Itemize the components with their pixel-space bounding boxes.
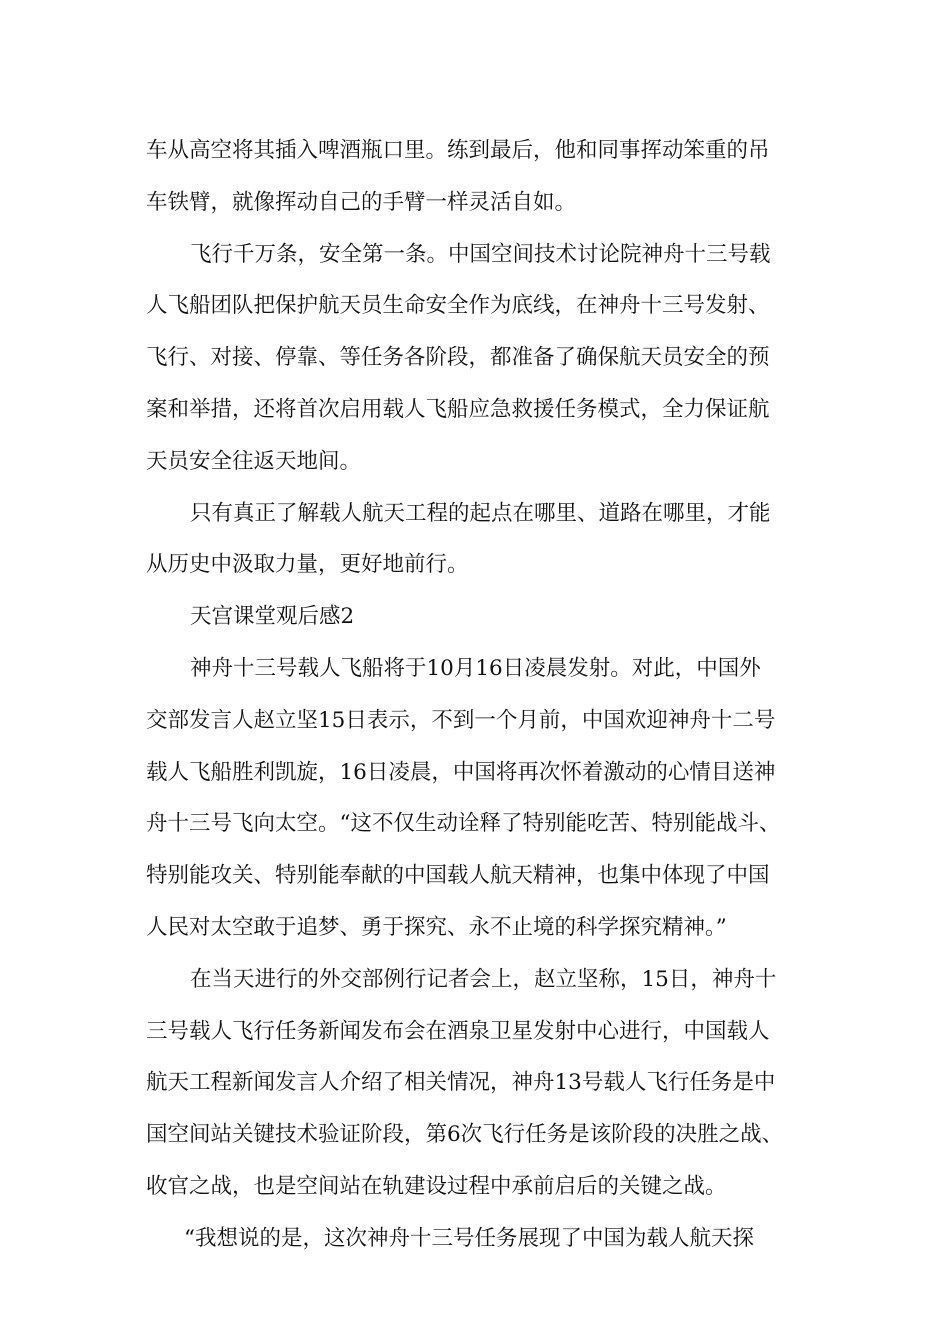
text-line: 车从高空将其插入啤酒瓶口里。练到最后，他和同事挥动笨重的吊 — [146, 138, 770, 163]
text-line: 天员安全往返天地间。 — [146, 448, 362, 474]
text-line: 案和举措，还将首次启用载人飞船应急救援任务模式，全力保证航 — [146, 396, 770, 422]
text-line: 人飞船团队把保护航天员生命安全作为底线，在神舟十三号发射、 — [146, 293, 770, 319]
text-line: 只有真正了解载人航天工程的起点在哪里、道路在哪里，才能 — [190, 500, 771, 526]
document-body — [146, 125, 816, 1265]
text-line: 交部发言人赵立坚15日表示，不到一个月前，中国欢迎神舟十二号 — [146, 707, 776, 733]
text-line: 在当天进行的外交部例行记者会上，赵立坚称，15日，神舟十 — [190, 966, 777, 992]
text-line: 收官之战，也是空间站在轨建设过程中承前启后的关键之战。 — [146, 1173, 727, 1199]
text-line: 国空间站关键技术验证阶段，第6次飞行任务是该阶段的决胜之战、 — [146, 1122, 784, 1148]
text-line: 神舟十三号载人飞船将于10月16日凌晨发射。对此，中国外 — [190, 655, 761, 681]
text-line: 舟十三号飞向太空。“这不仅生动诠释了特别能吃苦、特别能战斗、 — [146, 811, 781, 837]
text-line: “我想说的是，这次神舟十三号任务展现了中国为载人航天探 — [184, 1225, 754, 1251]
text-line: 人民对太空敢于追梦、勇于探究、永不止境的科学探究精神。” — [146, 914, 727, 940]
text-line: 特别能攻关、特别能奉献的中国载人航天精神，也集中体现了中国 — [146, 863, 770, 889]
text-line: 航天工程新闻发言人介绍了相关情况，神舟13号载人飞行任务是中 — [146, 1070, 776, 1096]
text-line: 载人飞船胜利凯旋，16日凌晨，中国将再次怀着激动的心情目送神 — [146, 759, 776, 785]
text-line: 三号载人飞行任务新闻发布会在酒泉卫星发射中心进行，中国载人 — [146, 1018, 770, 1044]
text-line: 飞行千万条，安全第一条。中国空间技术讨论院神舟十三号载 — [190, 241, 771, 267]
text-line: 天宫课堂观后感2 — [190, 604, 355, 630]
text-line: 飞行、对接、停靠、等任务各阶段，都准备了确保航天员安全的预 — [146, 345, 770, 371]
text-line: 车铁臂，就像挥动自己的手臂一样灵活自如。 — [146, 189, 577, 215]
text-line: 从历史中汲取力量，更好地前行。 — [146, 552, 469, 578]
